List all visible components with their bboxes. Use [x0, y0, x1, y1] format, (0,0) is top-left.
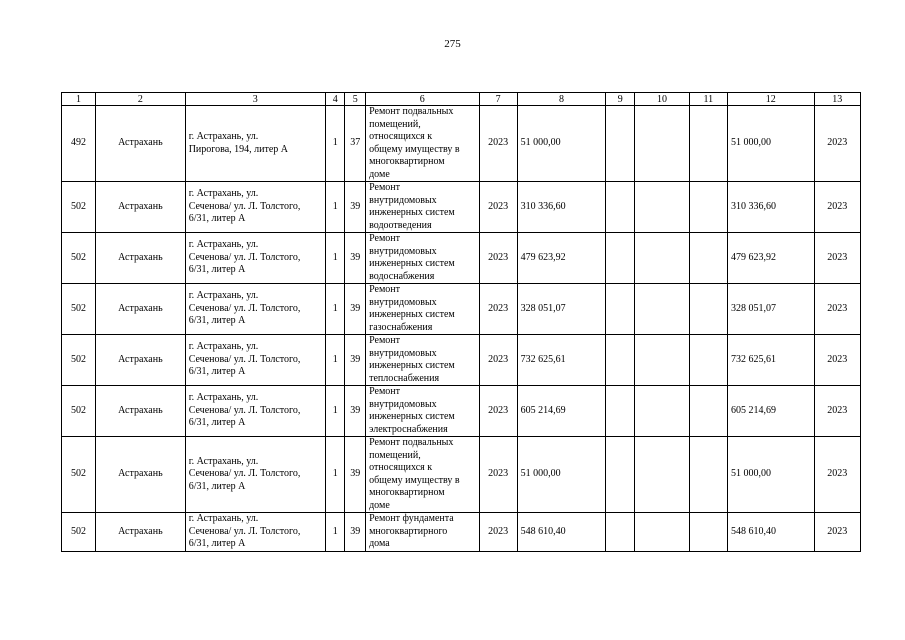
table-row: [62, 437, 861, 513]
work-type-line: инженерных систем: [369, 207, 455, 218]
table-row: [62, 284, 861, 335]
col-5-value: 37: [345, 106, 366, 182]
address-line: 6/31, литер А: [188, 264, 246, 276]
work-type-line: внутридомовых: [369, 296, 437, 308]
work-type-line: доме: [369, 168, 390, 180]
year: 2023: [479, 335, 517, 386]
address-line: г. Астрахань, ул.: [188, 341, 259, 353]
page-number: 275: [444, 38, 461, 50]
cost-funding: 51 000,00: [727, 106, 814, 182]
table-row: [62, 335, 861, 386]
col-9-value: [606, 106, 635, 182]
row-number: 502: [62, 284, 96, 335]
work-type-line: внутридомовых: [369, 398, 437, 410]
col-9-value: [606, 386, 635, 437]
col-5-value: 39: [345, 182, 366, 233]
completion-year: 2023: [814, 106, 860, 182]
col-10-value: [635, 233, 690, 284]
table-row: [62, 513, 861, 552]
col-4-value: 1: [325, 182, 345, 233]
municipality: Астрахань: [96, 335, 186, 386]
work-type: [366, 182, 479, 233]
column-header: 9: [606, 93, 635, 106]
col-10-value: [635, 284, 690, 335]
work-type-line: теплоснабжения: [369, 372, 440, 384]
address-line: 6/31, литер А: [188, 417, 246, 429]
address-line: 6/31, литер А: [188, 315, 246, 327]
completion-year: 2023: [814, 284, 860, 335]
municipality: Астрахань: [96, 284, 186, 335]
col-4-value: 1: [325, 437, 345, 513]
work-type-line: водоснабжения: [369, 270, 435, 282]
col-11-value: [689, 182, 727, 233]
cost-total: 732 625,61: [517, 335, 606, 386]
table-body: [62, 106, 861, 552]
year: 2023: [479, 106, 517, 182]
work-type-line: инженерных систем: [369, 258, 455, 269]
address: [185, 513, 325, 552]
cost-total: 51 000,00: [517, 437, 606, 513]
column-header: 13: [814, 93, 860, 106]
work-type-line: общему имуществу в: [369, 143, 460, 155]
address: [185, 386, 325, 437]
address-line: 6/31, литер А: [188, 213, 246, 225]
address: [185, 233, 325, 284]
col-10-value: [635, 182, 690, 233]
col-11-value: [689, 335, 727, 386]
column-header: 7: [479, 93, 517, 106]
work-type-line: относящихся к: [369, 462, 433, 473]
municipality: Астрахань: [96, 386, 186, 437]
work-type-line: многоквартирного: [369, 525, 448, 537]
cost-funding: 328 051,07: [727, 284, 814, 335]
address-line: г. Астрахань, ул.: [188, 455, 259, 467]
completion-year: 2023: [814, 386, 860, 437]
col-10-value: [635, 513, 690, 552]
col-4-value: 1: [325, 386, 345, 437]
cost-total: 328 051,07: [517, 284, 606, 335]
municipality: Астрахань: [96, 513, 186, 552]
row-number: 502: [62, 335, 96, 386]
address-line: г. Астрахань, ул.: [188, 188, 259, 200]
address-line: 6/31, литер А: [188, 538, 246, 549]
address-line: Сеченова/ ул. Л. Толстого,: [188, 404, 301, 416]
col-4-value: 1: [325, 284, 345, 335]
year: 2023: [479, 284, 517, 335]
work-type: [366, 386, 479, 437]
cost-funding: 548 610,40: [727, 513, 814, 552]
col-11-value: [689, 106, 727, 182]
work-type-line: внутридомовых: [369, 194, 437, 206]
address-line: г. Астрахань, ул.: [188, 131, 259, 142]
work-type: [366, 513, 479, 552]
work-type-line: Ремонт: [369, 284, 401, 295]
work-type-line: многоквартирном: [369, 156, 445, 167]
row-number: 502: [62, 182, 96, 233]
address-line: Сеченова/ ул. Л. Толстого,: [188, 302, 301, 314]
work-type-line: дома: [369, 538, 390, 549]
address-line: г. Астрахань, ул.: [188, 513, 259, 524]
address-line: Сеченова/ ул. Л. Толстого,: [188, 200, 301, 212]
cost-funding: 310 336,60: [727, 182, 814, 233]
col-9-value: [606, 437, 635, 513]
cost-total: 51 000,00: [517, 106, 606, 182]
address-line: Сеченова/ ул. Л. Толстого,: [188, 251, 301, 263]
work-type-line: внутридомовых: [369, 245, 437, 257]
cost-total: 605 214,69: [517, 386, 606, 437]
work-type-line: Ремонт подвальных: [369, 437, 454, 448]
col-11-value: [689, 284, 727, 335]
col-9-value: [606, 182, 635, 233]
table-row: [62, 233, 861, 284]
cost-funding: 51 000,00: [727, 437, 814, 513]
col-5-value: 39: [345, 335, 366, 386]
work-type-line: инженерных систем: [369, 309, 455, 320]
work-type: [366, 437, 479, 513]
cost-funding: 605 214,69: [727, 386, 814, 437]
municipality: Астрахань: [96, 106, 186, 182]
col-11-value: [689, 233, 727, 284]
column-header: 1: [62, 93, 96, 106]
address-line: г. Астрахань, ул.: [188, 239, 259, 251]
row-number: 502: [62, 513, 96, 552]
work-type: [366, 335, 479, 386]
completion-year: 2023: [814, 233, 860, 284]
col-9-value: [606, 513, 635, 552]
work-type-line: помещений,: [369, 118, 421, 130]
cost-total: 310 336,60: [517, 182, 606, 233]
column-number-row: [62, 93, 861, 106]
completion-year: 2023: [814, 182, 860, 233]
work-type-line: инженерных систем: [369, 360, 455, 371]
work-type-line: внутридомовых: [369, 347, 437, 359]
column-header: 2: [96, 93, 186, 106]
row-number: 502: [62, 437, 96, 513]
table-row: [62, 182, 861, 233]
completion-year: 2023: [814, 335, 860, 386]
cost-funding: 479 623,92: [727, 233, 814, 284]
col-5-value: 39: [345, 437, 366, 513]
completion-year: 2023: [814, 513, 860, 552]
col-5-value: 39: [345, 284, 366, 335]
column-header: 10: [635, 93, 690, 106]
repair-schedule-table: [61, 92, 861, 552]
address-line: 6/31, литер А: [188, 366, 246, 378]
column-header: 4: [325, 93, 345, 106]
col-5-value: 39: [345, 513, 366, 552]
work-type-line: электроснабжения: [369, 423, 448, 435]
address: [185, 284, 325, 335]
municipality: Астрахань: [96, 182, 186, 233]
col-4-value: 1: [325, 233, 345, 284]
work-type-line: Ремонт: [369, 335, 401, 346]
work-type-line: общему имуществу в: [369, 474, 460, 486]
address-line: 6/31, литер А: [188, 480, 246, 492]
column-header: 6: [366, 93, 479, 106]
col-11-value: [689, 386, 727, 437]
work-type-line: относящихся к: [369, 131, 433, 142]
address-line: Сеченова/ ул. Л. Толстого,: [188, 353, 301, 365]
cost-funding: 732 625,61: [727, 335, 814, 386]
column-header: 3: [185, 93, 325, 106]
work-type-line: многоквартирном: [369, 487, 445, 498]
work-type-line: инженерных систем: [369, 411, 455, 422]
address-line: г. Астрахань, ул.: [188, 392, 259, 404]
column-header: 8: [517, 93, 606, 106]
col-4-value: 1: [325, 106, 345, 182]
col-10-value: [635, 437, 690, 513]
work-type: [366, 233, 479, 284]
work-type-line: Ремонт фундамента: [369, 513, 454, 524]
col-11-value: [689, 513, 727, 552]
completion-year: 2023: [814, 437, 860, 513]
col-4-value: 1: [325, 513, 345, 552]
cost-total: 548 610,40: [517, 513, 606, 552]
row-number: 502: [62, 386, 96, 437]
column-header: 12: [727, 93, 814, 106]
cost-total: 479 623,92: [517, 233, 606, 284]
work-type-line: Ремонт: [369, 182, 401, 193]
row-number: 492: [62, 106, 96, 182]
col-10-value: [635, 386, 690, 437]
work-type-line: газоснабжения: [369, 321, 433, 333]
year: 2023: [479, 386, 517, 437]
address: [185, 182, 325, 233]
col-5-value: 39: [345, 233, 366, 284]
work-type-line: Ремонт: [369, 233, 401, 244]
year: 2023: [479, 233, 517, 284]
col-4-value: 1: [325, 335, 345, 386]
col-11-value: [689, 437, 727, 513]
col-5-value: 39: [345, 386, 366, 437]
address-line: Сеченова/ ул. Л. Толстого,: [188, 468, 301, 480]
col-10-value: [635, 335, 690, 386]
work-type-line: водоотведения: [369, 219, 432, 231]
col-10-value: [635, 106, 690, 182]
address: [185, 437, 325, 513]
work-type-line: помещений,: [369, 449, 421, 461]
year: 2023: [479, 437, 517, 513]
work-type: [366, 284, 479, 335]
col-9-value: [606, 284, 635, 335]
address-line: Сеченова/ ул. Л. Толстого,: [188, 525, 301, 537]
work-type-line: Ремонт подвальных: [369, 106, 454, 117]
work-type-line: Ремонт: [369, 386, 401, 397]
row-number: 502: [62, 233, 96, 284]
address-line: Пирогова, 194, литер А: [188, 143, 289, 155]
column-header: 5: [345, 93, 366, 106]
table-row: [62, 106, 861, 182]
municipality: Астрахань: [96, 437, 186, 513]
address: [185, 106, 325, 182]
municipality: Астрахань: [96, 233, 186, 284]
work-type: [366, 106, 479, 182]
column-header: 11: [689, 93, 727, 106]
col-9-value: [606, 335, 635, 386]
work-type-line: доме: [369, 499, 390, 511]
address: [185, 335, 325, 386]
col-9-value: [606, 233, 635, 284]
year: 2023: [479, 513, 517, 552]
year: 2023: [479, 182, 517, 233]
address-line: г. Астрахань, ул.: [188, 290, 259, 302]
table-row: [62, 386, 861, 437]
